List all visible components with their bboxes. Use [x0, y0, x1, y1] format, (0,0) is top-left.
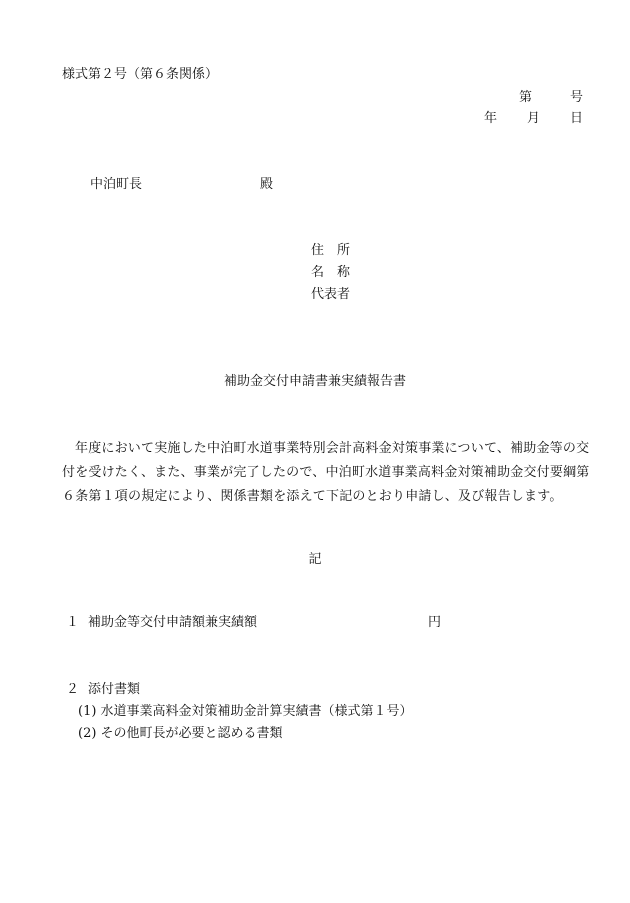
item-2-number: ２	[66, 682, 80, 697]
item-2	[66, 683, 140, 696]
number-prefix: 第	[518, 90, 532, 105]
date-day: 日	[569, 111, 583, 126]
item-1-label: 補助金等交付申請額兼実績額	[88, 615, 258, 630]
item-1	[66, 615, 442, 630]
addressee-honorific: 殿	[260, 177, 274, 192]
number-suffix: 号	[569, 90, 583, 105]
item-2-label: 添付書類	[88, 682, 141, 697]
addressee	[90, 178, 273, 191]
document-number	[519, 91, 583, 104]
addressee-name: 中泊町長	[90, 177, 143, 192]
date-year: 年	[483, 111, 497, 126]
applicant-address-label: 住 所	[311, 243, 351, 258]
document-title: 補助金交付申請書兼実績報告書	[223, 374, 406, 389]
body-paragraph: 年度において実施した中泊町水道事業特別会計高料金対策事業について、補助金等の交付を受けたく、また、事業が完了したので、中泊町水道事業高料金対策補助金交付要綱第６条第１項の規定により、関係書類を添えて下記のとおり申請し、及び報告します。	[62, 441, 590, 504]
date-month: 月	[526, 111, 540, 126]
applicant-representative-label: 代表者	[311, 287, 351, 302]
ki-heading: 記	[308, 552, 322, 567]
attachment-item: (1) 水道事業高料金対策補助金計算実績書（様式第１号）	[78, 704, 413, 719]
attachment-item: (2) その他町長が必要と認める書類	[78, 726, 283, 741]
item-1-number: １	[66, 615, 80, 630]
form-label: 様式第２号（第６条関係）	[62, 67, 219, 82]
applicant-name-label: 名 称	[311, 265, 351, 280]
date-line	[484, 112, 583, 125]
item-1-unit: 円	[428, 615, 442, 630]
